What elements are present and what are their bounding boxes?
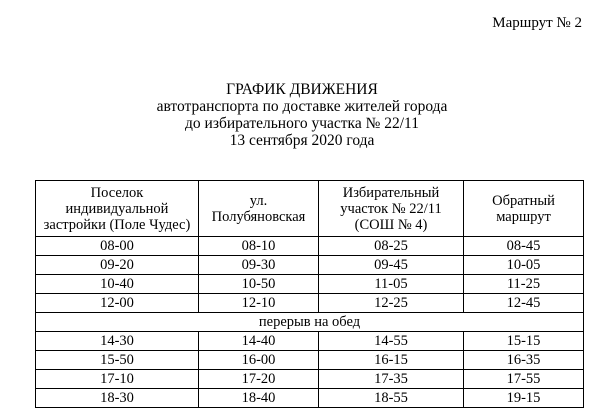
table-cell: 15-15 (464, 332, 584, 351)
table-cell: 10-05 (464, 256, 584, 275)
header-col-2 (199, 181, 319, 237)
table-cell: 17-35 (319, 370, 464, 389)
heading-line-1: автотранспорта по доставке жителей города (156, 98, 448, 115)
table-cell: 17-10 (36, 370, 199, 389)
table-row (36, 294, 584, 313)
document-heading (0, 81, 604, 149)
table-row (36, 256, 584, 275)
header-col-3 (319, 181, 464, 237)
header-text: Полубяновская (211, 208, 306, 225)
table-cell: 17-55 (464, 370, 584, 389)
header-text: застройки (Поле Чудес) (43, 216, 191, 233)
table-cell: 11-25 (464, 275, 584, 294)
header-text: (СОШ № 4) (354, 216, 428, 233)
table-cell: 12-10 (199, 294, 319, 313)
header-text: Поселок (90, 184, 144, 201)
table-row (36, 275, 584, 294)
schedule-table (35, 180, 584, 408)
table-cell: 08-10 (199, 237, 319, 256)
route-number: Маршрут № 2 (492, 15, 582, 31)
table-cell: 19-15 (464, 389, 584, 408)
header-text: Избирательный (342, 184, 440, 201)
table-cell: 09-20 (36, 256, 199, 275)
table-row (36, 332, 584, 351)
table-cell: 14-40 (199, 332, 319, 351)
break-label: перерыв на обед (36, 313, 584, 332)
table-row (36, 351, 584, 370)
header-text: ул. (249, 192, 268, 209)
table-cell: 10-40 (36, 275, 199, 294)
heading-line-2: до избирательного участка № 22/11 (185, 115, 419, 132)
table-cell: 08-25 (319, 237, 464, 256)
table-cell: 09-45 (319, 256, 464, 275)
table-cell: 15-50 (36, 351, 199, 370)
break-row (36, 313, 584, 332)
table-row (36, 370, 584, 389)
table-cell: 17-20 (199, 370, 319, 389)
header-text: участок № 22/11 (340, 200, 442, 217)
table-cell: 12-45 (464, 294, 584, 313)
table-cell: 08-00 (36, 237, 199, 256)
table-cell: 18-55 (319, 389, 464, 408)
table-cell: 18-30 (36, 389, 199, 408)
header-col-1 (36, 181, 199, 237)
table-cell: 16-15 (319, 351, 464, 370)
table-cell: 12-25 (319, 294, 464, 313)
table-cell: 18-40 (199, 389, 319, 408)
header-text: Обратный (492, 192, 555, 209)
header-text: маршрут (496, 208, 551, 225)
table-cell: 09-30 (199, 256, 319, 275)
header-text: индивидуальной (65, 200, 169, 217)
table-cell: 16-00 (199, 351, 319, 370)
table-row (36, 237, 584, 256)
table-cell: 14-30 (36, 332, 199, 351)
table-cell: 12-00 (36, 294, 199, 313)
table-header-row (36, 181, 584, 237)
table-cell: 16-35 (464, 351, 584, 370)
table-cell: 14-55 (319, 332, 464, 351)
heading-date: 13 сентября 2020 года (229, 132, 375, 149)
table-cell: 11-05 (319, 275, 464, 294)
table-row (36, 389, 584, 408)
document-title: ГРАФИК ДВИЖЕНИЯ (226, 81, 378, 98)
table-cell: 08-45 (464, 237, 584, 256)
table-cell: 10-50 (199, 275, 319, 294)
header-col-4 (464, 181, 584, 237)
